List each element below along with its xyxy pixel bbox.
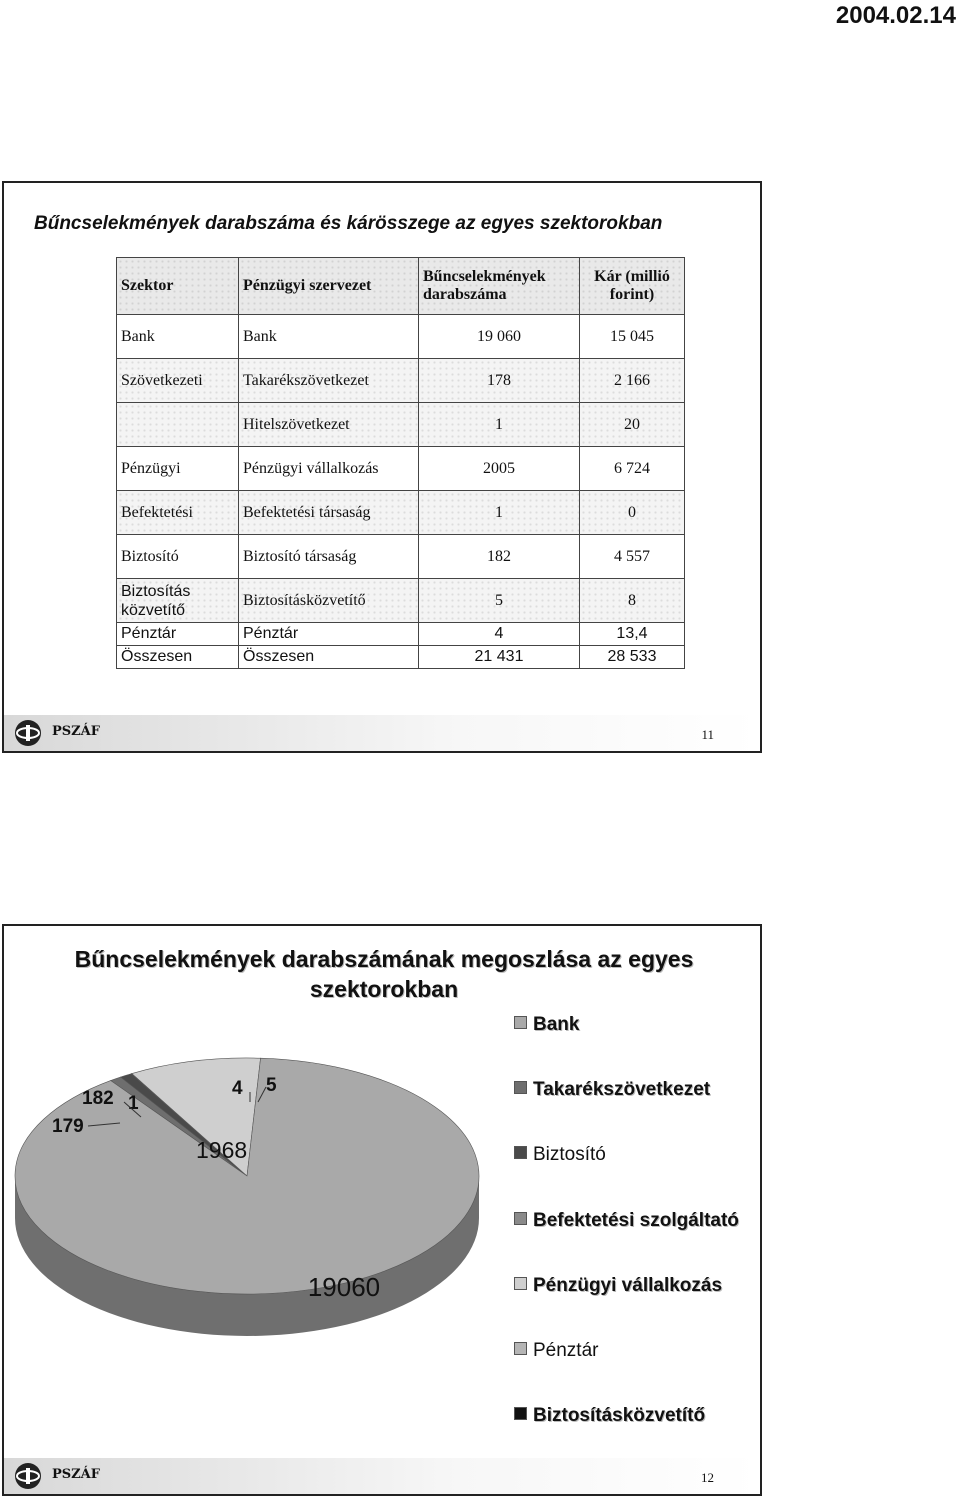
page-number: 12 [701, 1470, 714, 1485]
legend-swatch [514, 1407, 527, 1420]
data-label: 179 [52, 1116, 84, 1137]
table-cell: Befektetési [117, 491, 239, 535]
legend-item [514, 1210, 739, 1232]
table-row [117, 623, 685, 646]
header-cell: Pénzügyi szervezet [239, 258, 419, 315]
table-cell: 4 557 [580, 535, 685, 579]
table-cell: 0 [580, 491, 685, 535]
document-date: 2004.02.14 [835, 2, 956, 29]
data-label: 182 [82, 1088, 114, 1109]
legend-swatch [514, 1016, 527, 1029]
legend-label: Biztosításközvetítő [533, 1405, 706, 1426]
data-label: 19060 [307, 1272, 381, 1302]
table-row [117, 491, 685, 535]
table-cell: 13,4 [580, 623, 685, 646]
table-cell: 4 [419, 623, 580, 646]
table-cell: Hitelszövetkezet [239, 403, 419, 447]
chart-title-line: Bűncselekmények darabszámának megoszlása az egyes [74, 946, 694, 972]
header-cell: Szektor [117, 258, 239, 315]
table-cell: 28 533 [580, 646, 685, 669]
table-row [117, 579, 685, 623]
table-cell: Biztosítás közvetítő [117, 579, 239, 623]
table-cell: 19 060 [419, 315, 580, 359]
legend-label: Pénzügyi vállalkozás [533, 1275, 723, 1296]
table-cell: 5 [419, 579, 580, 623]
table-row [117, 447, 685, 491]
chart-title-line: szektorokban [309, 976, 459, 1002]
legend-swatch [514, 1342, 527, 1355]
legend-swatch [514, 1277, 527, 1290]
table-cell: Pénztár [239, 623, 419, 646]
data-label: 4 [232, 1078, 243, 1099]
table-cell: Bank [239, 315, 419, 359]
pszaf-logo-icon [14, 1462, 42, 1490]
table-cell: Biztosító társaság [239, 535, 419, 579]
table-cell: Befektetési társaság [239, 491, 419, 535]
data-label: 5 [266, 1075, 277, 1096]
table-row [117, 359, 685, 403]
legend-label: Pénztár [533, 1340, 599, 1361]
slide-title: Bűncselekmények darabszáma és kárösszege az egyes szektorokban [34, 213, 663, 234]
slide-11 [2, 181, 762, 753]
table-cell [117, 403, 239, 447]
table-cell: 1 [419, 491, 580, 535]
page-number: 11 [701, 727, 714, 742]
data-label: 1 [128, 1093, 139, 1114]
table-cell: Szövetkezeti [117, 359, 239, 403]
table-cell: Pénzügyi vállalkozás [239, 447, 419, 491]
table-cell: 182 [419, 535, 580, 579]
table-cell: 8 [580, 579, 685, 623]
header-cell: Bűncselekmények darabszáma [419, 258, 580, 315]
table-cell: Biztosító [117, 535, 239, 579]
table-cell: 178 [419, 359, 580, 403]
table-cell: Összesen [117, 646, 239, 669]
table-cell: Összesen [239, 646, 419, 669]
table-cell: 20 [580, 403, 685, 447]
legend-label: Biztosító [533, 1144, 606, 1165]
logo-text: PSZÁF [52, 1467, 100, 1482]
legend-label: Bank [533, 1014, 580, 1035]
legend-item [514, 1079, 710, 1101]
data-label: 1968 [196, 1137, 248, 1163]
table-cell: Bank [117, 315, 239, 359]
table-cell: 6 724 [580, 447, 685, 491]
table-row [117, 646, 685, 669]
table-row [117, 535, 685, 579]
table-cell: 2 166 [580, 359, 685, 403]
crime-table [116, 257, 685, 669]
logo-text: PSZÁF [52, 724, 100, 739]
header-cell: Kár (millió forint) [580, 258, 685, 315]
legend-label: Befektetési szolgáltató [533, 1210, 739, 1231]
legend-swatch [514, 1146, 527, 1159]
table-cell: 2005 [419, 447, 580, 491]
pszaf-logo-icon [14, 719, 42, 747]
table-cell: Pénztár [117, 623, 239, 646]
legend-label: Takarékszövetkezet [533, 1079, 711, 1100]
slide-footer [4, 1458, 760, 1494]
legend-item [514, 1405, 705, 1427]
table-header-row [117, 258, 685, 315]
legend-swatch [514, 1081, 527, 1094]
table-cell: 1 [419, 403, 580, 447]
table-cell: 15 045 [580, 315, 685, 359]
table-cell: Biztosításközvetítő [239, 579, 419, 623]
table-row [117, 403, 685, 447]
legend-item [514, 1014, 579, 1036]
legend-item [514, 1144, 606, 1166]
table-cell: Takarékszövetkezet [239, 359, 419, 403]
legend-swatch [514, 1212, 527, 1225]
slide-12 [2, 924, 762, 1496]
legend-item [514, 1275, 722, 1297]
table-cell: Pénzügyi [117, 447, 239, 491]
table-row [117, 315, 685, 359]
legend-item [514, 1340, 598, 1362]
pie-chart [4, 926, 764, 1446]
table-cell: 21 431 [419, 646, 580, 669]
slide-footer [4, 715, 760, 751]
